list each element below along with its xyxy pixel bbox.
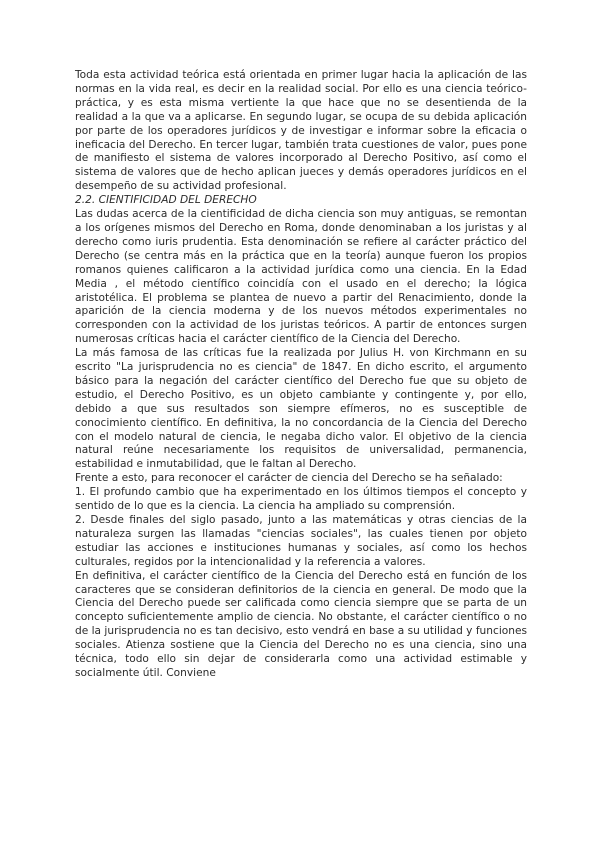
list-item-1: 1. El profundo cambio que ha experimentado en los últimos tiempos el concepto y sentido de lo que es la ciencia. La ciencia ha ampliado su comprensión. (75, 486, 527, 513)
document-text (75, 69, 527, 681)
body-paragraph-kirchmann: La más famosa de las críticas fue la realizada por Julius H. von Kirchmann en su escrito "La jurisprudencia no es ciencia" de 1847. En dicho escrito, el argumento básico para la negación del carácter científico del Derecho fue que su objeto de estudio, el Derecho Positivo, es un objeto cambiante y contingente y, por ello, debido a que sus resultados son siempre efímeros, no es susceptible de conocimiento científico. En definitiva, la no concordancia de la Ciencia del Derecho con el modelo natural de ciencia, le negaba dicho valor. El objetivo de la ciencia natural reúne necesariamente los requisitos de universalidad, permanencia, estabilidad e inmutabilidad, que le faltan al Derecho. (75, 347, 527, 471)
section-heading: 2.2. CIENTIFICIDAD DEL DERECHO (75, 194, 257, 207)
body-paragraph-origins: Las dudas acerca de la cientificidad de dicha ciencia son muy antiguas, se remontan a los orígenes mismos del Derecho en Roma, donde denominaban a los juristas y al derecho como iuris prudentia. Esta denominación se refiere al carácter práctico del Derecho (se centra más en la práctica que en la teoría) aunque fueron los propios romanos quienes calificaron a la actividad jurídica como una ciencia. En la Edad Media , el método científico coincidía con el usado en el derecho; la lógica aristotélica. El problema se plantea de nuevo a partir del Renacimiento, donde la aparición de la ciencia moderna y de los nuevos métodos experimentales no corresponden con la actividad de los juristas teóricos. A partir de entonces surgen numerosas críticas hacia el carácter científico de la Ciencia del Derecho. (75, 208, 527, 346)
body-paragraph-response: Frente a esto, para reconocer el carácter de ciencia del Derecho se ha señalado: (75, 472, 503, 485)
intro-paragraph: Toda esta actividad teórica está orientada en primer lugar hacia la aplicación de las normas en la vida real, es decir en la realidad social. Por ello es una ciencia teórico-práctica, y es esta misma vertiente la que hace que no se desentienda de la realidad a la que va a aplicarse. En segundo lugar, se ocupa de su debida aplicación por parte de los operadores jurídicos y de investigar e informar sobre la eficacia o ineficacia del Derecho. En tercer lugar, también trata cuestiones de valor, pues pone de manifiesto el sistema de valores incorporado al Derecho Positivo, así como el sistema de valores que de hecho aplican jueces y demás operadores jurídicos en el desempeño de su actividad profesional. (75, 69, 527, 193)
body-paragraph-conclusion: En definitiva, el carácter científico de la Ciencia del Derecho está en función de los caracteres que se consideran definitorios de la ciencia en general. De modo que la Ciencia del Derecho puede ser calificada como ciencia siempre que se parta de un concepto suficientemente amplio de ciencia. No obstante, el carácter científico o no de la jurisprudencia no es tan decisivo, esto vendrá en base a su utilidad y funciones sociales. Atienza sostiene que la Ciencia del Derecho no es una ciencia, sino una técnica, todo ello sin dejar de considerarla como una actividad estimable y socialmente útil. Conviene (75, 569, 527, 679)
list-item-2: 2. Desde finales del siglo pasado, junto a las matemáticas y otras ciencias de la naturaleza surgen las llamadas "ciencias sociales", las cuales tienen por objeto estudiar las acciones e instituciones humanas y sociales, así como los hechos culturales, regidos por la intencionalidad y la referencia a valores. (75, 514, 527, 568)
